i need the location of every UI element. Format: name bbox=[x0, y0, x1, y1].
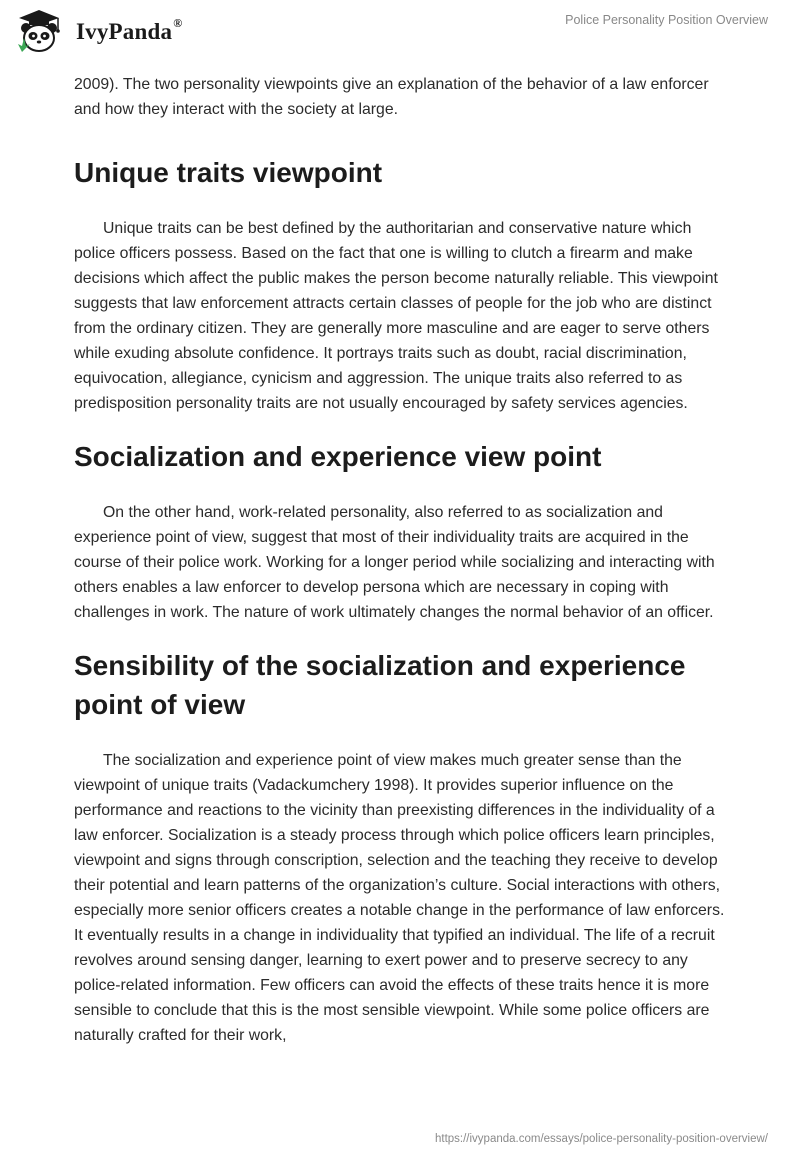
source-url[interactable]: https://ivypanda.com/essays/police-personality-position-overview/ bbox=[434, 1133, 768, 1145]
section-heading-unique-traits: Unique traits viewpoint bbox=[74, 157, 383, 188]
panda-logo-icon bbox=[14, 8, 64, 56]
brand-name: IvyPanda® bbox=[76, 16, 183, 44]
page-header bbox=[0, 0, 800, 64]
section-paragraph-unique-traits: Unique traits can be best defined by the authoritarian and conservative nature which police officers possess. Based on the fact that one is willing to clutch a firearm and make decisions which affect the public makes the person become naturally reliable. This viewpoint suggests that law enforcement attracts certain classes of people for the job who are distinct from the ordinary citizen. They are generally more masculine and are eager to serve others while exuding absolute confidence. It portrays traits such as doubt, racial discrimination, equivocation, allegiance, cynicism and aggression. The unique traits also referred to as predisposition personality traits are not usually encouraged by safety services agencies. bbox=[74, 220, 718, 412]
intro-paragraph: 2009). The two personality viewpoints give an explanation of the behavior of a law enforcer and how they interact with the society at large. bbox=[74, 76, 709, 118]
section-heading-sensibility: Sensibility of the socialization and experience point of view bbox=[74, 650, 686, 720]
logo[interactable] bbox=[14, 8, 182, 56]
section-paragraph-sensibility: The socialization and experience point of view makes much greater sense than the viewpoint of unique traits (Vadackumchery 1998). It provides superior influence on the performance and reactions to the vicinity than preexisting differences in the individuality of a law enforcer. Socialization is a steady process through which police officers learn principles, viewpoint and signs through conscription, selection and the teaching they receive to develop their potential and learn patterns of the organization’s culture. Social interactions with others, especially more senior officers creates a notable change in the performance of law enforcers. It eventually results in a change in individuality that typified an individual. The life of a recruit revolves around sensing danger, learning to exert power and to preserve secrecy to any police-related information. Few officers can avoid the effects of these traits hence it is more sensible to conclude that this is the most sensible viewpoint. While some police officers are naturally crafted for their work, bbox=[74, 752, 725, 1044]
article-body bbox=[74, 72, 734, 1048]
document-title: Police Personality Position Overview bbox=[565, 13, 768, 27]
section-paragraph-socialization: On the other hand, work-related personality, also referred to as socialization and experience point of view, suggest that most of their individuality traits are acquired in the course of their police work. Working for a longer period while socializing and interacting with others enables a law enforcer to develop persona which are necessary in coping with challenges in work. The nature of work ultimately changes the normal behavior of an officer. bbox=[74, 504, 715, 621]
section-heading-socialization: Socialization and experience view point bbox=[74, 441, 602, 472]
